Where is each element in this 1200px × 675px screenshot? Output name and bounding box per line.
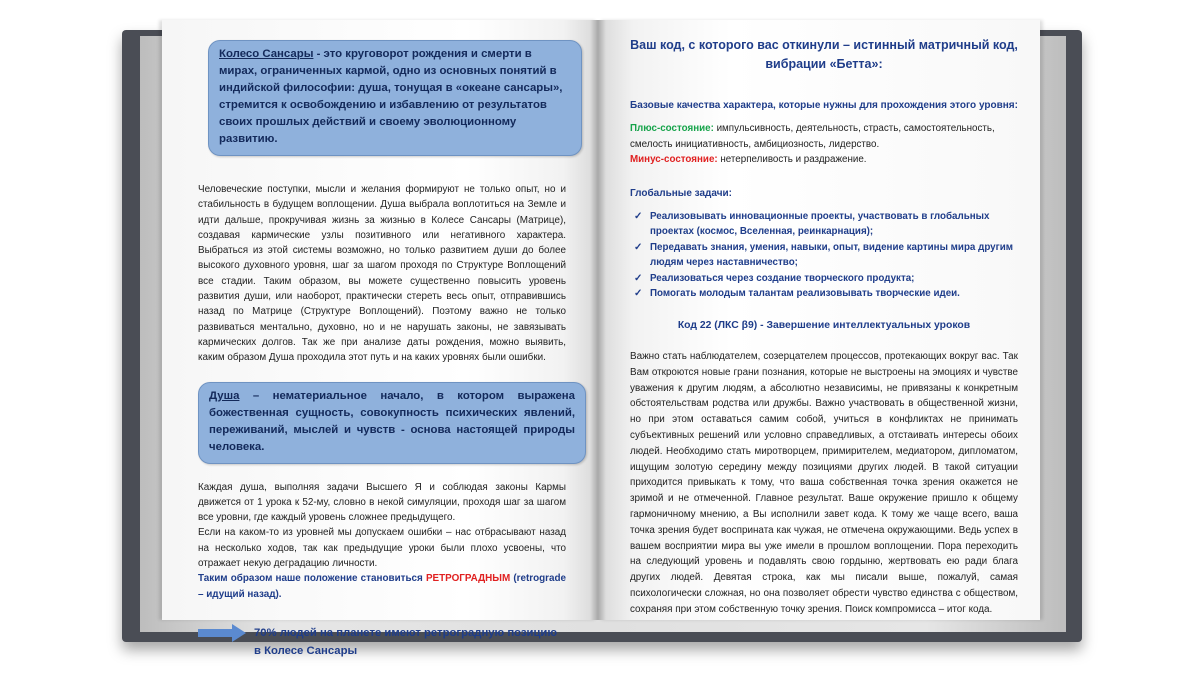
- task-text: Реализовывать инновационные проекты, участвовать в глобальных проектах (космос, Вселенная, реинкарнация);: [650, 210, 990, 238]
- checkmark-icon: ✓: [634, 241, 643, 253]
- plus-state-text-2: смелость инициативность, амбициозность, лидерство.: [630, 138, 880, 150]
- left-page: [162, 20, 598, 657]
- code-section-title: Код 22 (ЛКС β9) - Завершение интеллектуальных уроков: [677, 320, 971, 332]
- list-item: [634, 286, 1018, 302]
- global-tasks-heading: Глобальные задачи:: [630, 187, 733, 199]
- samsara-definition-text: - это круговорот рождения и смерти в мирах, ограниченных кармой, одно из основных понятий в индийской философии: душа, тонущая в «океане сансары», стремится к освобождению и избавлению от результатов своих прошлых действий и своему эволюционному развитию.: [219, 48, 563, 145]
- samsara-paragraph: Человеческие поступки, мысли и желания формируют не только опыт, но и стабильность в будущем воплощении. Душа выбрала воплотиться на Земле и идти дальше, прокручивая жизнь за жизнью в Колесе Сансары (Матрице), создавая кармические узлы позитивного или негативного характера. Выбраться из этой системы возможно, но только развитием души до более высокого духовного уровня, шаг за шагом проходя по Структуре Воплощений все стадии. Таким образом, вы можете существенно повысить уровень развития души, или наоборот, практически стереть весь опыт, отправившись назад по Матрице (Структуре Воплощений). Поэтому важно не только развиваться ментально, духовно, но и не нарушать законы, не завязывать кармических долгов. Так же при анализе даты рождения, можно выявить, каким образом Душа проходила этот путь и на каких уровнях были ошибки.: [198, 184, 566, 364]
- right-page: [598, 20, 1040, 620]
- statistic-line-2: в Колесе Сансары: [254, 644, 358, 657]
- retrograde-post: (retrograde – идущий назад).: [198, 573, 566, 600]
- statistic-line-1: 70% людей на планете имеют ретроградную позицию: [254, 626, 558, 639]
- soul-definition-callout: [198, 382, 586, 464]
- task-text: Реализоваться через создание творческого продукта;: [650, 272, 915, 284]
- soul-lessons-paragraph: [198, 480, 574, 602]
- checkmark-icon: ✓: [634, 272, 643, 284]
- list-item: [634, 209, 1018, 240]
- book-spine-shadow: [590, 20, 606, 620]
- soul-lessons-text-1: Каждая душа, выполняя задачи Высшего Я и соблюдая законы Кармы движется от 1 урока к 52-му, словно в некой симуляции, проходя шаг за шагом все уровни, где каждый уровень сложнее предыдущего.: [198, 481, 566, 524]
- plus-state-line: [630, 121, 1018, 137]
- soul-term: Душа: [209, 389, 240, 402]
- list-item: [634, 271, 1018, 287]
- page-title: [630, 36, 1018, 74]
- page-title-line-2: вибрации «Бетта»:: [765, 57, 883, 71]
- global-tasks-list: [630, 209, 1018, 303]
- retrograde-word: РЕТРОГРАДНЫМ: [425, 573, 511, 585]
- minus-state-line: [630, 152, 1018, 168]
- task-text: Помогать молодым талантам реализовывать творческие идеи.: [650, 288, 960, 300]
- list-item: [634, 240, 1018, 271]
- soul-lessons-text-2: Если на каком-то из уровней мы допускаем ошибки – нас отбрасывают назад на несколько ходов, так как предыдущие уроки были плохо усвоены, что отражает некую деградацию личности.: [198, 527, 566, 570]
- statistic-text: [254, 624, 557, 660]
- task-text: Передавать знания, умения, навыки, опыт, видение картины мира другим людям через наставничество;: [650, 241, 1013, 269]
- minus-state-label: Минус-состояние:: [630, 154, 718, 165]
- statistic-row: [198, 624, 574, 660]
- checkmark-icon: ✓: [634, 288, 643, 300]
- right-arrow-icon: [198, 624, 246, 642]
- samsara-term: Колесо Сансары: [219, 48, 314, 60]
- samsara-definition-callout: [208, 40, 582, 156]
- qualities-heading: Базовые качества характера, которые нужны для прохождения этого уровня:: [630, 100, 1018, 111]
- plus-state-label: Плюс-состояние:: [630, 123, 714, 134]
- page-title-line-1: Ваш код, с которого вас откинули – истинный матричный код,: [630, 38, 1018, 52]
- plus-state-text-1: импульсивность, деятельность, страсть, самостоятельность,: [713, 123, 995, 134]
- checkmark-icon: ✓: [634, 210, 643, 222]
- retrograde-pre: Таким образом наше положение становиться: [198, 573, 426, 585]
- code-body-text: Важно стать наблюдателем, созерцателем процессов, протекающих вокруг вас. Так Вам откроются новые грани познания, которые не выстроены на эмоциях и чувстве уважения к другим людям, а абсолютно независимы, не привязаны к конкретным обстоятельствам родства или дружбы. Важно участвовать в общественной жизни, но при этом оставаться самим собой, учиться в конфликтах не принимать субъективных решений или условно справедливых, а отстаивать интересы обоих людей. Необходимо стать миротворцем, примирителем, медиатором, дипломатом, ищущим золотую середину между позициями других людей. В такой ситуации приходится привыкать к тому, что ваша собственная точка зрения окажется не зримой и не отмеченной. Главное результат. Ваше окружение пришло к общему гармоничному мнению, а Вы исполнили завет кода. К тому же чаще всего, ваша точка зрения будет восприната как чужая, не отмечена окружающими. Ведь успех в вашем восприятии мира вы уже имели в прошлом воплощении. Пора переходить на следующий уровень и подавлять свою гордыню, жертвовать ею ради блага других людей. Девятая строка, как мы писали выше, пожалуй, самая психологически сложная, но она позволяет обрести чувство единства с обществом, сохраняя при этом собственную точку зрения. Поиск компромисса – итог кода.: [630, 351, 1018, 615]
- retrograde-statement: [198, 571, 566, 602]
- minus-state-text: нетерпеливость и раздражение.: [717, 154, 867, 165]
- soul-definition-text: – нематериальное начало, в котором выражена божественная сущность, совокупность психических явлений, переживаний, мыслей и чувств - основа настоящей природы человека.: [209, 389, 575, 453]
